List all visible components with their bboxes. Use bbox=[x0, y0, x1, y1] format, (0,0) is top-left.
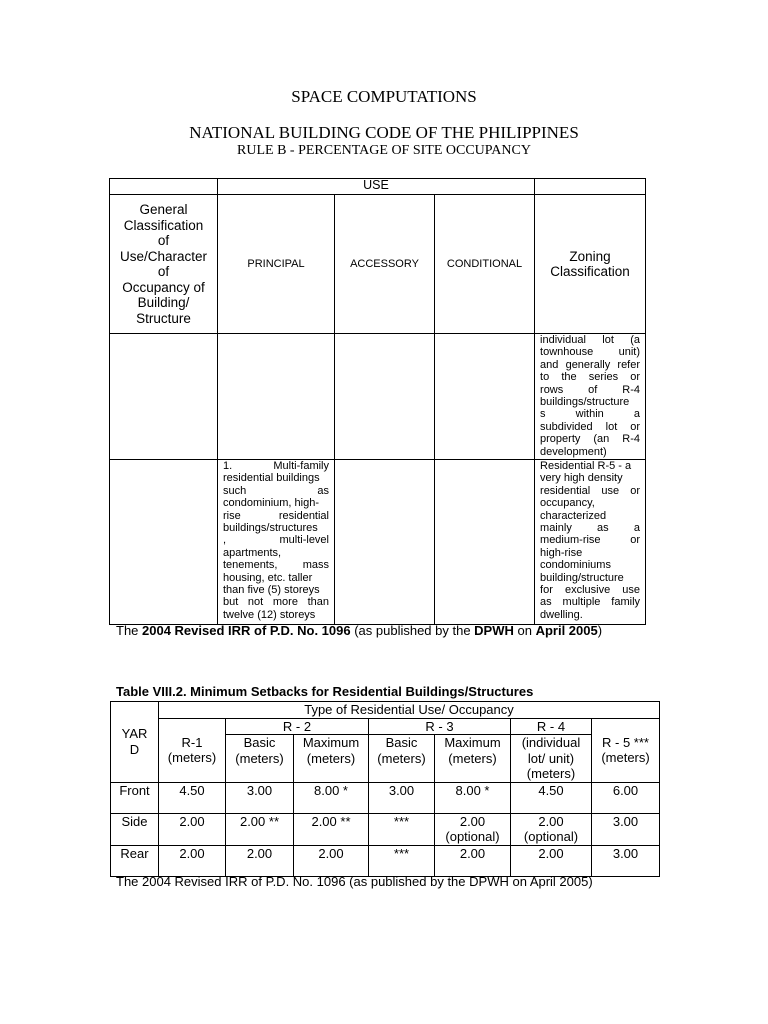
header-line: Classification bbox=[550, 264, 630, 279]
text-line: very high density bbox=[540, 472, 623, 485]
r2-basic-header bbox=[226, 735, 294, 783]
header-line: Maximum bbox=[302, 735, 360, 750]
yard-cell: Rear bbox=[111, 845, 159, 876]
header-line: Use/Character bbox=[119, 248, 208, 264]
r3-max-cell: 2.00 bbox=[435, 845, 511, 876]
r2-max-cell: 2.00 ** bbox=[294, 813, 369, 845]
text-line: development) bbox=[540, 445, 607, 458]
cell-note: (optional) bbox=[523, 829, 579, 844]
text-line: occupancy, bbox=[540, 497, 595, 510]
text-line: s within a bbox=[540, 408, 641, 421]
header-line: Structure bbox=[136, 310, 191, 326]
header-line: Classification bbox=[123, 217, 204, 233]
conditional-header: CONDITIONAL bbox=[435, 195, 535, 334]
source-note bbox=[116, 623, 602, 638]
text-line: rows of R-4 bbox=[540, 383, 641, 396]
r4-cell: 4.50 bbox=[511, 782, 592, 813]
r4-cell bbox=[511, 813, 592, 845]
text-line: , multi-level bbox=[223, 534, 329, 547]
text-line: condominiums bbox=[540, 559, 611, 572]
r3-basic-cell: *** bbox=[369, 845, 435, 876]
zoning-classification-header bbox=[535, 195, 646, 334]
text-line: medium-rise or bbox=[540, 534, 641, 547]
text-line: residential use or bbox=[540, 484, 641, 497]
cell-note: (optional) bbox=[445, 829, 500, 844]
header-line: (meters) bbox=[448, 750, 497, 766]
table-row bbox=[111, 782, 660, 813]
header-line: of bbox=[157, 264, 170, 279]
r5-cell: 3.00 bbox=[592, 845, 660, 876]
text-line: to the series or bbox=[540, 371, 641, 384]
header-line: R - 5 *** bbox=[602, 734, 649, 750]
table-row bbox=[111, 845, 660, 876]
text-line: townhouse unit) bbox=[540, 346, 641, 359]
header-line: General bbox=[139, 202, 188, 217]
setbacks-table-title: Table VIII.2. Minimum Setbacks for Residential Buildings/Structures bbox=[116, 684, 534, 699]
header-line: Maximum bbox=[444, 735, 501, 750]
r1-header bbox=[159, 718, 226, 782]
table-row bbox=[111, 813, 660, 845]
empty-cell bbox=[435, 334, 535, 460]
empty-cell bbox=[218, 334, 335, 460]
r2-basic-cell: 3.00 bbox=[226, 782, 294, 813]
yard-header bbox=[111, 702, 159, 783]
text-line: dwelling. bbox=[540, 608, 583, 621]
text-line: condominium, high- bbox=[223, 497, 319, 510]
site-occupancy-table bbox=[109, 178, 646, 625]
text-line: mainly as a bbox=[540, 521, 641, 534]
empty-cell bbox=[435, 460, 535, 625]
r4-header: R - 4 bbox=[511, 718, 592, 735]
r3-basic-cell: *** bbox=[369, 813, 435, 845]
text-line: 1. Multi-family bbox=[223, 460, 329, 472]
text-line: subdivided lot or bbox=[540, 420, 641, 433]
r4-cell: 2.00 bbox=[511, 845, 592, 876]
text-line: property (an R-4 bbox=[540, 433, 641, 446]
r4-sub-header bbox=[511, 735, 592, 783]
text-line: and generally refer bbox=[540, 358, 641, 371]
general-classification-header bbox=[110, 195, 218, 334]
rule-title: RULE B - PERCENTAGE OF SITE OCCUPANCY bbox=[237, 143, 531, 158]
header-line: lot/ unit) bbox=[527, 750, 575, 766]
text-line: as multiple family bbox=[540, 596, 641, 609]
r2-basic-cell: 2.00 bbox=[226, 845, 294, 876]
text-line: rise residential bbox=[223, 509, 329, 522]
header-line: (meters) bbox=[377, 750, 426, 766]
document-title: SPACE COMPUTATIONS bbox=[291, 87, 477, 106]
text-line: housing, etc. taller bbox=[223, 571, 313, 584]
header-line: Occupancy of bbox=[122, 279, 205, 295]
r5-zoning-text bbox=[535, 460, 646, 625]
note-bold-text: 2004 Revised IRR of P.D. No. 1096 bbox=[142, 623, 351, 638]
r3-basic-header bbox=[369, 735, 435, 783]
text-line: but not more than bbox=[223, 596, 329, 609]
text-line: twelve (12) storeys bbox=[223, 608, 316, 621]
cell-value: 2.00 bbox=[459, 813, 486, 829]
header-line: (meters) bbox=[306, 750, 356, 766]
r5-principal-text bbox=[218, 460, 335, 625]
header-line: (meters) bbox=[235, 750, 284, 766]
setbacks-source-note: The 2004 Revised IRR of P.D. No. 1096 (as published by the DPWH on April 2005) bbox=[116, 874, 593, 889]
code-title: NATIONAL BUILDING CODE OF THE PHILIPPINES bbox=[189, 123, 579, 142]
empty-cell bbox=[110, 334, 218, 460]
header-line: Basic bbox=[243, 735, 276, 750]
text-line: for exclusive use bbox=[540, 583, 641, 596]
text-line: such as bbox=[223, 484, 329, 497]
r1-cell: 2.00 bbox=[159, 845, 226, 876]
note-bold-text: April 2005 bbox=[535, 623, 598, 638]
type-header: Type of Residential Use/ Occupancy bbox=[159, 702, 660, 719]
r2-max-cell: 8.00 * bbox=[294, 782, 369, 813]
header-line: (meters) bbox=[167, 750, 217, 765]
r3-header: R - 3 bbox=[369, 718, 511, 735]
r5-cell: 3.00 bbox=[592, 813, 660, 845]
r3-basic-cell: 3.00 bbox=[369, 782, 435, 813]
r3-maximum-header bbox=[435, 735, 511, 783]
text-line: characterized bbox=[540, 509, 607, 522]
r2-basic-cell: 2.00 ** bbox=[226, 813, 294, 845]
text-line: building/structure bbox=[540, 571, 624, 584]
header-line: (meters) bbox=[526, 766, 576, 781]
note-bold-text: DPWH bbox=[474, 623, 514, 638]
r1-cell: 2.00 bbox=[159, 813, 226, 845]
yard-cell: Side bbox=[111, 813, 159, 845]
empty-header-cell bbox=[535, 179, 646, 195]
header-line: Zoning bbox=[569, 248, 611, 264]
r2-max-cell: 2.00 bbox=[294, 845, 369, 876]
r1-cell: 4.50 bbox=[159, 782, 226, 813]
empty-cell bbox=[335, 460, 435, 625]
text-line: buildings/structure bbox=[540, 395, 630, 408]
r5-cell: 6.00 bbox=[592, 782, 660, 813]
header-line: D bbox=[129, 741, 140, 757]
note-text: ) bbox=[597, 623, 603, 638]
yard-cell: Front bbox=[111, 782, 159, 813]
use-header: USE bbox=[218, 179, 535, 195]
text-line: tenements, mass bbox=[223, 559, 329, 572]
header-line: (meters) bbox=[601, 750, 650, 765]
note-text: The bbox=[116, 623, 143, 638]
text-line: than five (5) storeys bbox=[223, 583, 320, 596]
text-line: apartments, bbox=[223, 546, 282, 559]
empty-header-cell bbox=[110, 179, 218, 195]
principal-header: PRINCIPAL bbox=[218, 195, 335, 334]
r3-max-cell: 8.00 * bbox=[435, 782, 511, 813]
note-text: on bbox=[513, 623, 536, 638]
accessory-header: ACCESSORY bbox=[335, 195, 435, 334]
r2-header: R - 2 bbox=[226, 718, 369, 735]
r5-header bbox=[592, 718, 660, 782]
r4-zoning-text bbox=[535, 334, 646, 460]
header-line: R-1 bbox=[181, 734, 203, 750]
text-line: Residential R-5 - a bbox=[540, 460, 632, 472]
r3-max-cell bbox=[435, 813, 511, 845]
header-line: Building/ bbox=[137, 295, 190, 310]
text-line: buildings/structures bbox=[223, 521, 318, 534]
text-line: high-rise bbox=[540, 546, 583, 559]
empty-cell bbox=[335, 334, 435, 460]
note-text: (as published by the bbox=[350, 623, 475, 638]
text-line: residential buildings bbox=[223, 472, 320, 485]
header-line: of bbox=[157, 233, 170, 248]
header-line: (individual bbox=[521, 735, 581, 750]
header-line: Basic bbox=[385, 735, 418, 750]
cell-value: 2.00 bbox=[538, 813, 564, 829]
empty-cell bbox=[110, 460, 218, 625]
text-line: individual lot (a bbox=[540, 334, 641, 346]
r2-maximum-header bbox=[294, 735, 369, 783]
setbacks-table bbox=[110, 701, 660, 877]
header-line: YAR bbox=[121, 726, 148, 742]
